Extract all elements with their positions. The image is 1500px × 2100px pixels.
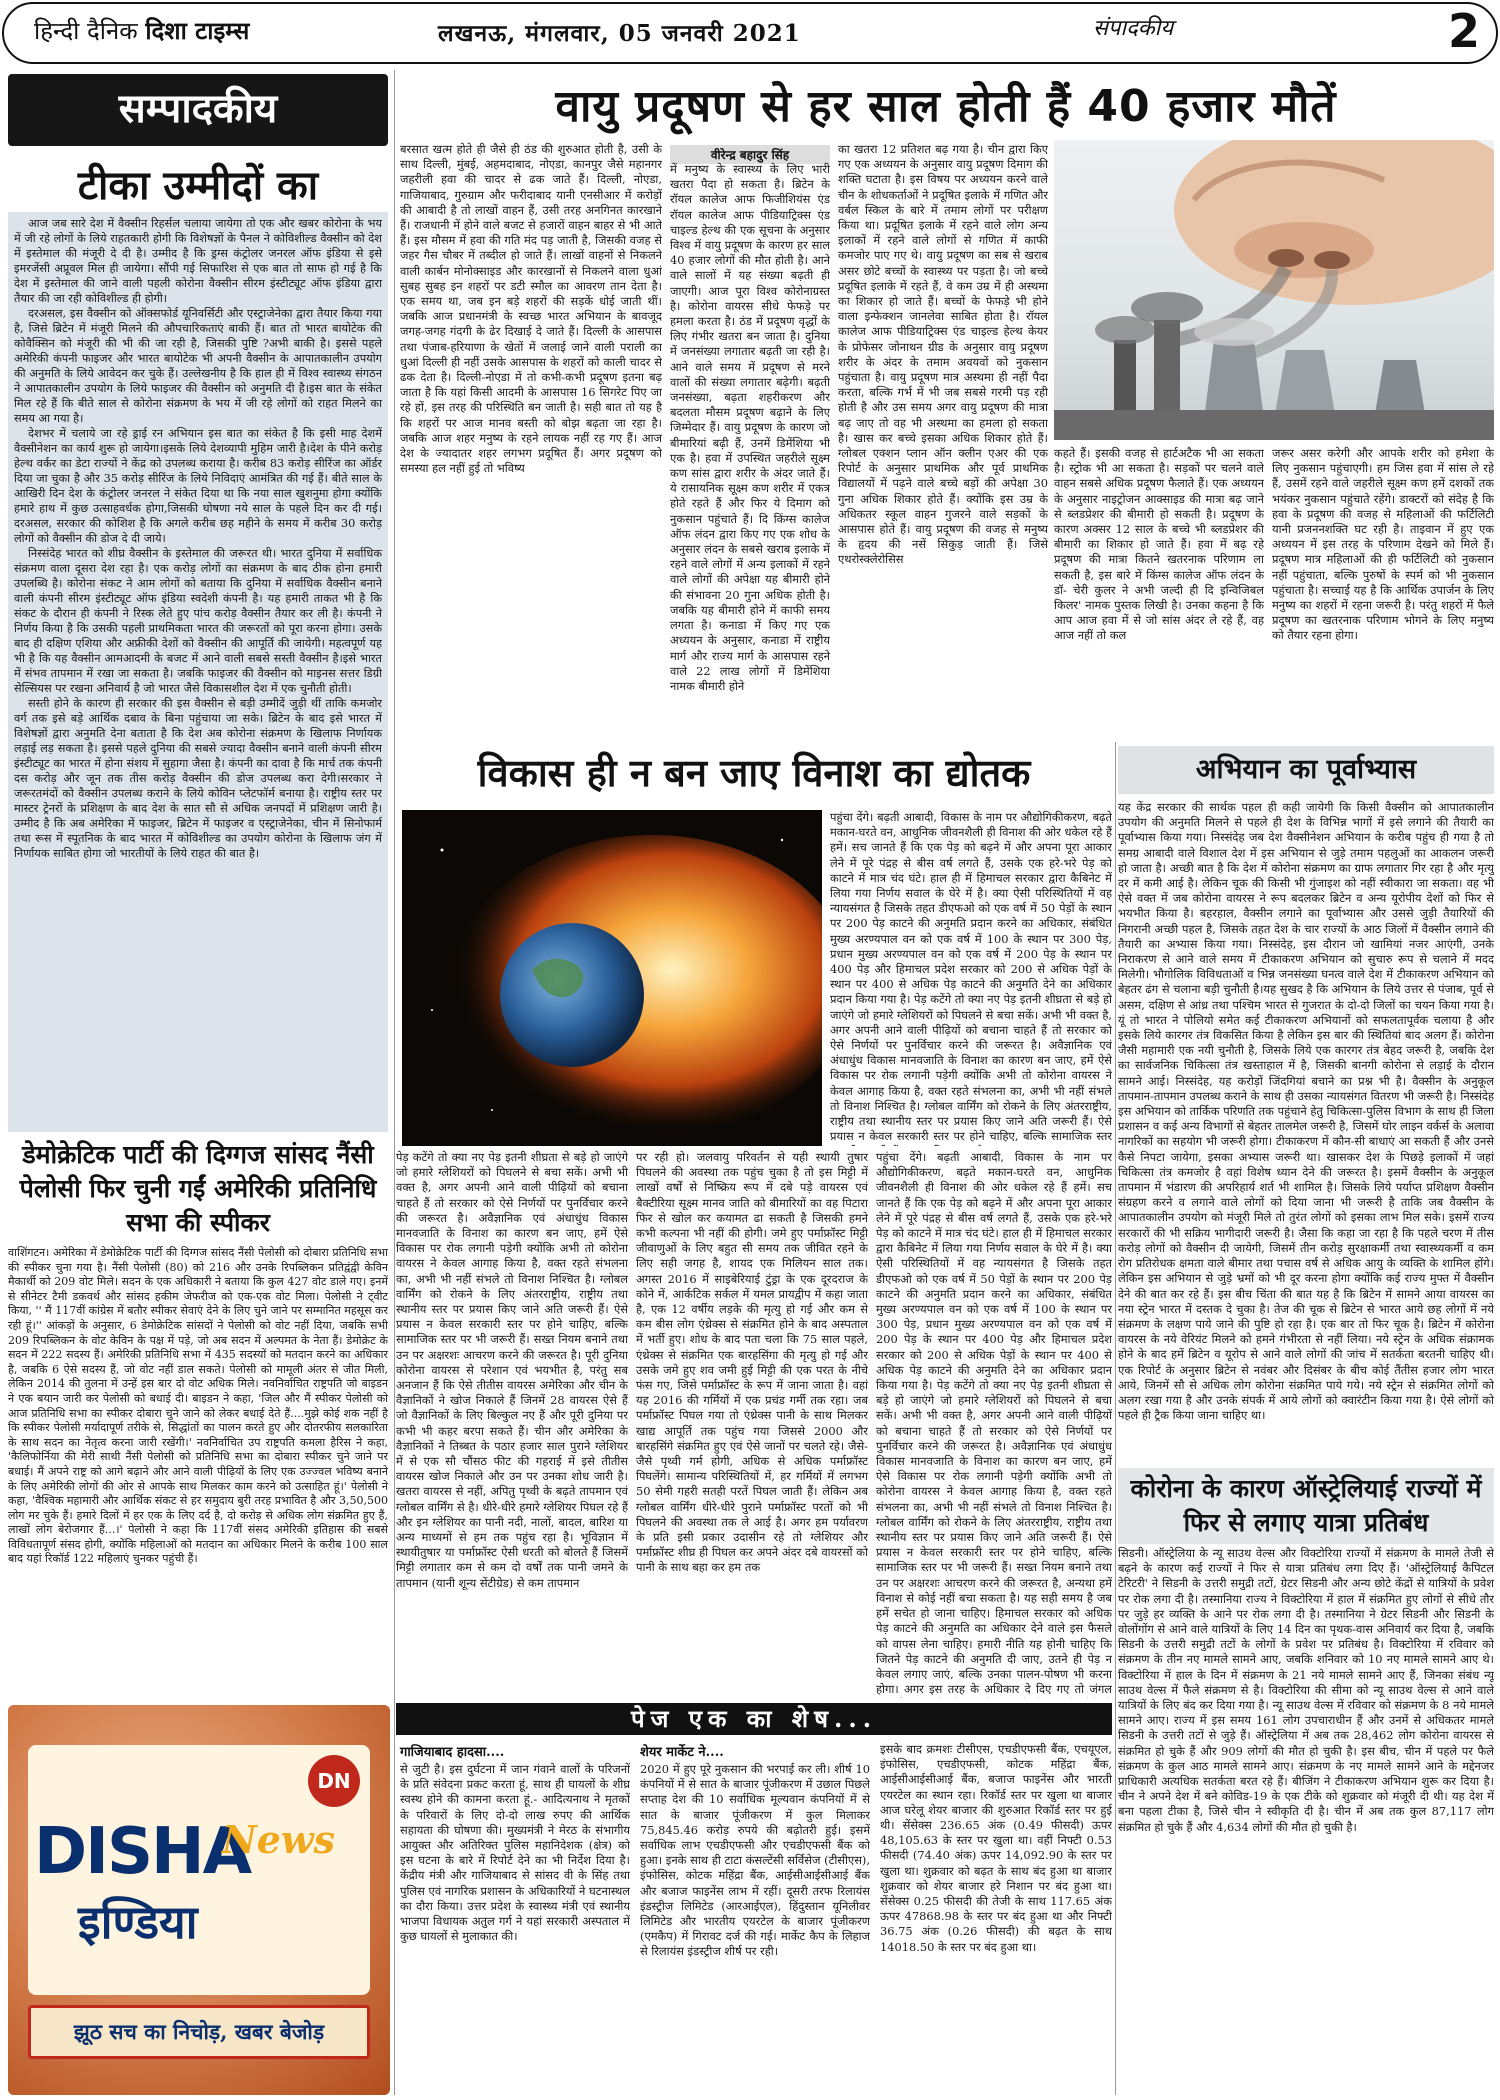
vikas-headline: विकास ही न बन जाए विनाश का द्योतक <box>477 751 1031 795</box>
editorial-paragraph: निस्संदेह भारत को शीघ्र वैक्सीन के इस्तेमाल की जरूरत थी। भारत दुनिया में सर्वाधिक संक्रमण वाला दूसरा देश रहा है। एक करोड़ लोगों का संक्रमण के बाद ठीक होना हमारी उपलब्धि है। कोरोना संकट ने आम लोगों को बताया कि दुनिया में सर्वाधिक वैक्सीन बनाने वाली कंपनी सीरम इंस्टीट्यूट ऑफ इंडिया स्वदेशी कंपनी है। यह हमारी ताकत भी है कि संकट के दौरान ही कंपनी ने रिस्क लेते हुए पांच करोड़ वैक्सीन तैयार कर ली है। कंपनी ने निर्णय किया है कि उसकी पहली प्राथमिकता भारत की जरूरतों को पूरा करना होगा। उसके बाद ही दक्षिण एशिया और अफ्रीकी देशों को वैक्सीन की आपूर्ति की जायेगी। महत्वपूर्ण यह भी है कि यह वैक्सीन आमआदमी के बजट में आने वाली सबसे सस्ती वैक्सीन है।इसे भारत में संभव तापमान में रखा जा सकता है। जबकि फाइजर की वैक्सीन को माइनस सत्तर डिग्री सेल्सियस पर रखना अनिवार्य है जो भारत जैसे विकासशील देश में एक चुनौती होती। <box>14 547 382 695</box>
pollution-col-2: में मनुष्य के स्वास्थ्य के लिए भारी खतरा पैदा हो सकता है। ब्रिटेन के रॉयल कालेज आफ फिजीशियंस एंड रॉयल कालेज आफ पीडियाट्रिक्स एंड चाइल्ड हेल्थ की एक सूचना के अनुसार विश्व में वायु प्रदूषण के कारण हर साल 40 हजार लोगों की मौत होती है। आने वाले सालों में यह संख्या बढ़ती ही जाएगी। आज पूरा विश्व कोरोनाग्रस्त है। कोरोना वायरस सीधे फेफड़े पर हमला करता है। ठंड में प्रदूषण वृद्धों के लिए गंभीर खतरा बन जाता है। दुनिया में जनसंख्या लगातार बढ़ती जा रही है। आने वाले समय में प्रदूषण से मरने वालों की संख्या लगातार बढ़ेगी। बढ़ती जनसंख्या, बढ़ता शहरीकरण और बदलता मौसम प्रदूषण बढ़ाने के लिए जिम्मेदार हैं। वायु प्रदूषण के कारण जो बीमारियां बढ़ी हैं, उनमें डिमेंशिया भी एक है। हवा में उपस्थित जहरीले सूक्ष्म कण सांस द्वारा शरीर के अंदर जाते हैं। ये रासायनिक सूक्ष्म कण शरीर में एकत्र होते रहते हैं और फिर ये दिमाग को नुकसान पहुंचाते हैं। दि किंग्स कालेज ऑफ लंदन द्वारा किए गए एक शोध के अनुसार लंदन के सबसे खराब इलाके में रहने वाले लोगों में अन्य इलाकों में रहने वाले लोगों की अपेक्षा यह बीमारी होने की संभावना 20 गुना अधिक होती है। जबकि यह बीमारी होने में काफी समय लगता है। कनाडा में किए गए एक अध्ययन के अनुसार, कनाडा में राष्ट्रीय मार्ग और राज्य मार्ग के आसपास रहने वाले 22 लाख लोगों में डिमेंशिया नामक बीमारी होने <box>670 162 830 693</box>
vikas-col-1: पेड़ कटेंगे तो क्या नए पेड़ इतनी शीघ्रता से बड़े हो जाएंगे जो हमारे ग्लेशियरों को पिघलने से बचा सकें। अभी भी वक्त है, अगर अपनी आने वाली पीढ़ियों को बचाना चाहते हैं तो सरकार को ऐसे निर्णयों पर पुनर्विचार करने की जरूरत है। अवैज्ञानिक एवं अंधाधुंध विकास मानवजाति के विनाश का कारण बन जाए, हमें ऐसे विकास पर रोक लगानी पड़ेगी क्योंकि अभी तो कोरोना वायरस ने केवल आगाह किया है, वक्त रहते संभलना का, अभी भी नहीं संभले तो विनाश निश्चित है। ग्लोबल वार्मिंग को रोकने के लिए अंतरराष्ट्रीय, राष्ट्रीय तथा स्थानीय स्तर पर प्रयास किए जाने अति जरूरी हैं। ऐसे प्रयास न केवल सरकारी स्तर पर होने चाहिए, बल्कि सामाजिक स्तर पर भी जरूरी हैं। सख्त नियम बनाने तथा उन पर अक्षरशः आचरण करने की जरूरत है। पूरी दुनिया कोरोना वायरस से परेशान एवं भयभीत है, परंतु सब अनजान हैं कि ऐसे तीतीस वायरस अमेरिका और चीन के वैज्ञानिकों ने खोज निकाले हैं जिनमें 28 वायरस ऐसे हैं जो वैज्ञानिकों के लिए बिल्कुल नए हैं और पूरी दुनिया पर कभी भी कहर बरपा सकते हैं। चीन और अमेरिका के वैज्ञानिकों ने तिब्बत के पठार हजार साल पुराने ग्लेशियर में से एक सौ चौंसठ फीट की गहराई में इसे तीतीस वायरस खोज निकाले और उन पर उनका शोध जारी है। खतरा वायरस से नहीं, अपितु पृथ्वी के बढ़ते तापमान एवं ग्लोबल वार्मिंग से है। धीरे-धीरे हमारे ग्लेशियर पिघल रहे हैं और इन ग्लेशियर का पानी नदी, नालों, बादल, बारिश या अन्य माध्यमों से हम तक पहुंच रहा है। भूविज्ञान में स्थायीतुषार या पर्माफ्रॉस्ट ऐसी धरती को बोलते हैं जिसमें मिट्टी लगातार कम से कम दो वर्षों तक पानी जमने के तापमान (यानी शून्य सेंटीग्रेड) से कम तापमान <box>396 1150 628 1590</box>
vikas-col-3-top: पहुंचा देंगे। बढ़ती आबादी, विकास के नाम पर औद्योगिकीकरण, बढ़ते मकान-घरते वन, आधुनिक जीवनशैली ही विनाश की ओर धकेल रहे हैं हमें। सच जानते हैं कि एक पेड़ को बढ़ने में और अपना पूरा आकार लेने में पूरे पंद्रह से बीस वर्ष लगते हैं, उसके एक हरे-भरे पेड़ को काटने में मात्र चंद घंटे। हाल ही में हिमाचल सरकार द्वारा कैबिनेट में लिया गया निर्णय सवाल के घेरे में है। क्या ऐसी परिस्थितियों में वह न्यायसंगत है जिसके तहत डीएफओ को एक वर्ष में 50 पेड़ों के स्थान पर 200 पेड़ काटने की अनुमति प्रदान करने का अधिकार, संबंधित मुख्य अरण्यपाल वन को एक वर्ष में 100 के स्थान पर 300 पेड़, प्रधान मुख्य अरण्यपाल वन को एक वर्ष में 200 पेड़ के स्थान पर 400 पेड़ और हिमाचल प्रदेश सरकार को 200 से अधिक पेड़ों के स्थान पर 400 से अधिक पेड़ काटने की अनुमति देने का अधिकार प्रदान किया गया है। पेड़ कटेंगे तो क्या नए पेड़ इतनी शीघ्रता से बड़े हो जाएंगे जो हमारे ग्लेशियरों को पिघलने से बचा सकें। अभी भी वक्त है, अगर अपनी आने वाली पीढ़ियों को बचाना चाहते हैं तो सरकार को ऐसे निर्णयों पर पुनर्विचार करने की जरूरत है। अवैज्ञानिक एवं अंधाधुंध विकास मानवजाति के विनाश का कारण बन जाए, हमें ऐसे विकास पर रोक लगानी पड़ेगी क्योंकि अभी तो कोरोना वायरस ने केवल आगाह किया है, वक्त रहते संभलना का, अभी भी नहीं संभले तो विनाश निश्चित है। ग्लोबल वार्मिंग को रोकने के लिए अंतरराष्ट्रीय, राष्ट्रीय तथा स्थानीय स्तर पर प्रयास किए जाने अति जरूरी हैं। ऐसे प्रयास न केवल सरकारी स्तर पर होने चाहिए, बल्कि सामाजिक स्तर <box>830 810 1112 1144</box>
pelosi-headline: डेमोक्रेटिक पार्टी की दिग्गज सांसद नैंसी पेलोसी फिर चुनी गईं अमेरिकी प्रतिनिधि सभा की स्पीकर <box>19 1140 377 1237</box>
ad-tagline: झूठ सच का निचोड़, खबर बेजोड़ <box>28 2005 370 2059</box>
vikas-col-2: पर रही हो। जलवायु परिवर्तन से यही स्थायी तुषार पिघलने की अवस्था तक पहुंच चुका है तो इस मिट्टी में लाखों वर्षों से निष्क्रिय रूप में दबे पड़े वायरस एवं बैक्टीरिया सूक्ष्म मानव जाति को बीमारियों का वह पिटारा फिर से खोल कर कयामत ढा सकती है जिसकी हमने कभी कल्पना भी नहीं की होगी। जमे हुए पर्माफ्रॉस्ट मिट्टी जीवाणुओं के लिए बहुत सी समय तक जीवित रहने के लिए सही जगह है, शायद एक मिलियन साल तक। अगस्त 2016 में साइबेरियाई टुंड्रा के एक दूरदराज के कोने में, आर्कटिक सर्कल में यमल प्रायद्वीप में कहा जाता है, एक 12 वर्षीय लड़के की मृत्यु हो गई और कम से कम बीस लोग एंथ्रेक्स से संक्रमित होने के बाद अस्पताल में भर्ती हुए। शोध के बाद पता चला कि 75 साल पहले, एंथ्रेक्स से संक्रमित एक बारहसिंगा की मृत्यु हो गई और उसके जमे हुए शव जमी हुई मिट्टी की एक परत के नीचे फंस गए, जिसे पर्माफ्रॉस्ट के रूप में जाना जाता है। वहां यह 2016 की गर्मियों में एक प्रचंड गर्मी तक रहा। जब पर्माफ्रॉस्ट पिघल गया तो एंथ्रेक्स पानी के साथ मिलकर खाद्य आपूर्ति तक पहुंच गया जिससे 2000 और बारहसिंगे संक्रमित हुए एवं ऐसे जानों पर चलते रहे। जैसे-जैसे पृथ्वी गर्म होगी, अधिक से अधिक पर्माफ्रॉस्ट पिघलेंगे। सामान्य परिस्थितियों में, हर गर्मियों में लगभग 50 सेमी गहरी सतही परतें पिघल जाती हैं। लेकिन अब ग्लोबल वार्मिंग धीरे-धीरे पुराने पर्माफ्रॉस्ट परतों को भी पिघलने की अवस्था तक ले आई है। अगर हम पर्यावरण के प्रति इसी प्रकार उदासीन रहे तो ग्लेशियर और पर्माफ्रॉस्ट शीघ्र ही पिघल कर अपने अंदर दबे वायरसों को पानी के साथ बहा कर हम तक <box>636 1150 868 1575</box>
paper-name-main: दिशा टाइम्स <box>145 16 250 45</box>
pollution-headline: वायु प्रदूषण से हर साल होती हैं 40 हजार मौतें <box>555 81 1337 132</box>
nose-factory-illustration <box>1054 140 1494 440</box>
abhiyan-body: यह केंद्र सरकार की सार्थक पहल ही कही जायेगी कि किसी वैक्सीन को आपातकालीन उपयोग की अनुमति मिलने से पहले ही देश के विभिन्न भागों में इसे लगाने की तैयारी का पूर्वाभ्यास किया गया। निस्संदेह जब देश वैक्सीनेशन अभियान के करीब पहुंच ही गया है तो समग्र आबादी वाले विशाल देश में इस अभियान से जुड़े तमाम पहलुओं का आकलन जरूरी हो जाता है। अच्छी बात है कि देश में कोरोना संक्रमण का ग्राफ लगातार गिर रहा है और मृत्यु दर में कमी आई है। लेकिन चूक की किसी भी गुंजाइश को नहीं स्वीकारा जा सकता। वह भी ऐसे वक्त में जब कोरोना वायरस ने रूप बदलकर ब्रिटेन व अन्य यूरोपीय देशों को फिर से भयभीत किया है। बहरहाल, वैक्सीन लगाने का पूर्वाभ्यास और उससे जुड़ी तैयारियों की निगरानी अच्छी पहल है, जिसके तहत देश के चार राज्यों के आठ जिलों में वैक्सीन लगाने की तैयारी का अभ्यास किया गया। निस्संदेह, इस दौरान जो खामियां नजर आएंगी, उनके निराकरण से आने वाले समय में टीकाकरण अभियान को सुचारु रूप से चलाने में मदद मिलेगी। भौगोलिक विविधताओं व भिन्न जनसंख्या घनत्व वाले देश में टीकाकरण अभियान को बेहतर ढंग से चलाना बड़ी चुनौती है।यह सुखद है कि अभियान के लिये उत्तर से पंजाब, पूर्व से असम, दक्षिण से आंध्र तथा पश्चिम भारत से गुजरात के दो-दो जिलों का चयन किया गया है। यूं तो भारत ने पोलियो समेत कई टीकाकरण अभियानों को सफलतापूर्वक चलाया है और इसके लिये कारगर तंत्र विकसित किया है लेकिन इस बार की स्थितियां बाद अलग हैं। कोरोना जैसी महामारी एक नयी चुनौती है, जिसके लिये एक कारगर तंत्र बेहद जरूरी है, जबकि देश का सार्वजनिक चिकित्सा तंत्र खस्ताहाल में है, जिसकी बानगी कोरोना से लड़ाई के दौरान सामने आई। निस्संदेह, यह करोड़ों जिंदगियां बचाने का प्रश्न भी है। वैक्सीन के अनुकूल तापमान-तापमान उपलब्ध कराने के साथ ही उसका न्यायसंगत वितरण भी जरूरी है। निस्संदेह इस अभियान को तार्किक परिणति तक पहुंचाने हेतु चिकित्सा-पुलिस विभाग के साथ ही जिला प्रशासन व कई अन्य विभागों से बेहतर तालमेल जरूरी है, जिसमें घोर लाइन वर्कर्स के अलावा नागरिकों का सहयोग भी जरूरी होगा। टीकाकरण में कौन-सी बाधाएं आ सकती हैं और उनसे कैसे निपटा जायेगा, इसका अभ्यास जरूरी था। खासकर देश के पिछड़े इलाकों में जहां चिकित्सा तंत्र कमजोर है वहां विशेष ध्यान देने की जरूरत है। इसमें वैक्सीन के अनुकूल तापमान में भंडारण की अपरिहार्य शर्त भी शामिल है। जिसके लिये पर्याप्त प्रशिक्षण वैक्सीन संग्रहण करने व लगाने वाले लोगों को दिया जाना भी जरूरी है ताकि जब वैक्सीन के आपातकालीन उपयोग को मंजूरी मिले तो तुरंत लोगों को इसका लाभ मिल सके। इसमें राज्य सरकारों की भी सक्रिय भागीदारी जरूरी है। जैसा कि कहा जा रहा है कि पहले चरण में तीस करोड़ लोगों को वैक्सीन दी जायेगी, जिसमें तीन करोड़ सुरक्षाकर्मी तथा स्वास्थ्यकर्मी व कम रोग प्रतिरोधक क्षमता वाले बीमार तथा पचास वर्ष से अधिक आयु के व्यक्ति के शामिल होंगे। लेकिन इस अभियान से जुड़े भ्रमों को भी दूर करना होगा क्योंकि कई राज्य मुफ्त में वैक्सीन देने की बात कर रहे हैं। इस बीच चिंता की बात यह है कि ब्रिटेन में सामने आया वायरस का नया स्ट्रेन भारत में दस्तक दे चुका है। तेज की चूक से ब्रिटेन से भारत आये छह लोगों में नये संक्रमण के लक्षण पाये जाने की पुष्टि हो रहा है। एक बार तो फिर चूक है। ब्रिटेन में कोरोना वायरस के नये वेरियंट मिलने को हमने गंभीरता से नहीं लिया। नये स्ट्रेन के अधिक संक्रामक होने के बाद हमें ब्रिटेन व यूरोप से आने वाले लोगों की जांच में सतर्कता बरतनी चाहिए थी।एक रिपोर्ट के अनुसार ब्रिटेन से नवंबर और दिसंबर के बीच कोई तैंतीस हजार लोग भारत आये, जिनमें सौ से अधिक लोग कोरोना संक्रमित पाये गये। नये स्ट्रेन से संक्रमित लोगों को अलग रखा गया है और उनके संपर्क में आये लोगों को क्वारंटीन किया गया है। ऐसे लोगों को पहले ही ट्रैक किया जाना चाहिए था। <box>1118 800 1494 1423</box>
share-market-heading: शेयर मार्केट ने.... <box>640 1745 724 1760</box>
share-market-body-cont: इसके बाद क्रमशः टीसीएस, एचडीएफसी बैंक, एचयूएल, इंफोसिस, एचडीएफसी, कोटक महिंद्रा बैंक, आईसीआईसीआई बैंक, बजाज फाइनेंस और भारती एयरटेल का स्थान रहा। रिकॉर्ड स्तर पर खुला था बाजार आज घरेलू शेयर बाजार की शुरुआत रिकॉर्ड स्तर पर हुई थी। सेंसेक्स 236.65 अंक (0.49 फीसदी) ऊपर 48,105.63 के स्तर पर खुला था। वहीं निफ्टी 0.53 फीसदी (74.40 अंक) ऊपर 14,092.90 के स्तर पर खुला था। शुक्रवार को बढ़त के साथ बंद हुआ था बाजार शुक्रवार को शेयर बाजार हरे निशान पर बंद हुआ था। सेंसेक्स 0.25 फीसदी की तेजी के साथ 117.65 अंक ऊपर 47868.98 के स्तर पर बंद हुआ था और निफ्टी 36.75 अंक (0.26 फीसदी) की बढ़त के साथ 14018.50 के स्तर पर बंद हुआ था। <box>880 1742 1112 1954</box>
pollution-col-3: का खतरा 12 प्रतिशत बढ़ गया है। चीन द्वारा किए गए एक अध्ययन के अनुसार वायु प्रदूषण दिमाग की शक्ति घटाता है। इस विषय पर अध्ययन करने वाले चीन के शोधकर्ताओं ने प्रदूषित इलाके में गणित और वर्बल स्किल के बारे में तमाम लोगों पर परीक्षण किया था। प्रदूषित इलाके में रहने वाले लोग अन्य इलाकों में रहने वाले लोगों से गणित में काफी कमजोर पाए गए थे। वायु प्रदूषण का सब से खराब असर छोटे बच्चों के स्वास्थ्य पर पड़ता है। जो बच्चे प्रदूषित इलाके में रहते हैं, वे कम उम्र में ही अस्थमा का शिकार हो जाते हैं। बच्चों के फेफड़े भी होने वाला इन्फेक्शन जानलेवा साबित होता है। रॉयल कालेज आफ पीडियाट्रिक्स एंड चाइल्ड हेल्थ केयर के प्रोफेसर जोनाथन ग्रीड के अनुसार वायु प्रदूषण शरीर के अंदर के तमाम अवयवों को नुकसान पहुंचाता है। वायु प्रदूषण मात्र अस्थमा ही नहीं पैदा करता, बल्कि गर्भ में भी जब सबसे गरमी पड़ रही होती है और उस समय अगर वायु प्रदूषण की मात्रा बढ़ जाए तो वह भी अस्थमा का हमला हो सकता है। खास कर बच्चे इसका अधिक शिकार होते हैं। ग्लोबल एक्शन प्लान ऑन क्लीन एअर की एक रिपोर्ट के अनुसार प्राथमिक और पूर्व प्राथमिक विद्यालयों में पढ़ने वाले बच्चे बड़ों की अपेक्षा 30 गुना अधिक शिकार होते हैं। क्योंकि इस उम्र के अधिकतर स्कूल वाहन गुजरने वाले सड़कों के आसपास होते हैं। वायु प्रदूषण की वजह से मनुष्य के हृदय की नसें सिकुड़ जाती हैं। जिसे एथरोस्क्लेरोसिस <box>838 142 1048 567</box>
vikas-image <box>402 810 822 1146</box>
page-one-rest-strip: पेज एक का शेष... <box>396 1703 1112 1735</box>
pollution-col-5: जरूर असर करेगी और आपके शरीर को हमेशा के लिए नुकसान पहुंचाएगी। हम जिस हवा में सांस ले रहे हैं, उसमें रहने वाले जहरीले सूक्ष्म कण हमें दशकों तक भयंकर नुकसान पहुंचाते रहेंगे। डाक्टरों को संदेह है कि हवा के प्रदूषण की वजह से महिलाओं की फर्टिलिटी यानी प्रजननशक्ति घट रही है। ताइवान में हुए एक अध्ययन में इस तरह के परिणाम देखने को मिले हैं। प्रदूषण मात्र महिलाओं की ही फर्टिलिटी को नुकसान नहीं पहुंचाता, बल्कि पुरुषों के स्पर्म को भी नुकसान पहुंचाता है। सच्चाई यह है कि आर्थिक उपार्जन के लिए मनुष्य का शहरों में रहना जरूरी है। परंतु शहरों में फैले प्रदूषण का खतरनाक परिणाम भोगने के लिए मनुष्य को तैयार रहना होगा। <box>1272 446 1494 643</box>
editorial-paragraph: आज जब सारे देश में वैक्सीन रिहर्सल चलाया जायेगा तो एक और खबर कोरोना के भय में जी रहे लोगों के लिये राहतकारी होगी कि विशेषज्ञों के पैनल ने कोविशील्ड वैक्सीन को देश में इस्तेमाल की मंजूरी दे दी है। उम्मीद है कि ड्रग्स कंट्रोलर जनरल ऑफ इंडिया से इसे इमरजेंसी अप्रूवल मिल ही जायेगा। सौंपी गई सिफारिश से एक बात तो साफ हो गई है कि देश में इस्तेमाल की जाने वाली पहली कोरोना वैक्सीन सीरम इंस्टीट्यूट ऑफ इंडिया द्वारा तैयार की जा रही कोविशील्ड ही होगी। <box>14 217 382 305</box>
disha-news-ad <box>8 1705 390 2095</box>
pollution-col-4: कहते हैं। इसकी वजह से हार्टअटैक भी आ सकता है। स्ट्रोक भी आ सकता है। सड़कों पर चलने वाले वाहन सबसे अधिक प्रदूषण फैलाते हैं। एक अध्ययन के अनुसार नाइट्रोजन आक्साइड की मात्रा बढ़ जाने से ब्लडप्रेशर की बीमारी हो सकती है। प्रदूषण के कारण अक्सर 12 साल के बच्चे भी ब्लडप्रेशर की बीमारी का शिकार हो जाते हैं। हवा में बढ़ रहे प्रदूषण की मात्रा कितने खतरनाक परिणाम ला सकती है, इस बारे में किंग्स कालेज ऑफ लंदन के डॉ- चेरी कुलर ने अभी जल्दी ही दि इन्विजिबल किलर' नामक पुस्तक लिखी है। उनका कहना है कि आप आज हवा में से जो सांस अंदर ले रहे हैं, वह आज नहीं तो कल <box>1054 446 1264 643</box>
ad-sub: इण्डिया <box>78 1895 198 1949</box>
ad-brand: DISHA <box>34 1815 251 1889</box>
editorial-body <box>8 212 388 1132</box>
share-market-body: 2020 में हुए पूरे नुकसान की भरपाई कर ली। शीर्ष 10 कंपनियों में से सात के बाजार पूंजीकरण में उछाल पिछले सप्ताह देश की 10 सर्वाधिक मूल्यवान कंपनियों में से सात के बाजार पूंजीकरण में कुल मिलाकर 75,845.46 करोड़ रुपये की बढ़ोतरी हुई। इसमें सर्वाधिक लाभ एचडीएफसी और एचडीएफसी बैंक को हुआ। इनके साथ ही टाटा कंसल्टेंसी सर्विसेज (टीसीएस), इंफोसिस, कोटक महिंद्रा बैंक, आईसीआईसीआई बैंक और बजाज फाइनेंस लाभ में रहीं। दूसरी तरफ रिलायंस इंडस्ट्रीज लिमिटेड (आरआईएल), हिंदुस्तान यूनिलीवर लिमिटेड और भारतीय एयरटेल के बाजार पूंजीकरण (एमकैप) में गिरावट दर्ज की गई। मार्केट कैप के लिहाज से रिलायंस इंडस्ट्रीज शीर्ष पर रही। <box>640 1762 870 1959</box>
paper-name <box>34 14 249 47</box>
vikas-col-3-bottom: पहुंचा देंगे। बढ़ती आबादी, विकास के नाम पर औद्योगिकीकरण, बढ़ते मकान-घरते वन, आधुनिक जीवनशैली ही विनाश की ओर धकेल रहे हैं हमें। सच जानते हैं कि एक पेड़ को बढ़ने में और अपना पूरा आकार लेने में पूरे पंद्रह से बीस वर्ष लगते हैं, उसके एक हरे-भरे पेड़ को काटने में मात्र चंद घंटे। हाल ही में हिमाचल सरकार द्वारा कैबिनेट में लिया गया निर्णय सवाल के घेरे में है। क्या ऐसी परिस्थितियों में वह न्यायसंगत है जिसके तहत डीएफओ को एक वर्ष में 50 पेड़ों के स्थान पर 200 पेड़ काटने की अनुमति प्रदान करने का अधिकार, संबंधित मुख्य अरण्यपाल वन को एक वर्ष में 100 के स्थान पर 300 पेड़, प्रधान मुख्य अरण्यपाल वन को एक वर्ष में 200 पेड़ के स्थान पर 400 पेड़ और हिमाचल प्रदेश सरकार को 200 से अधिक पेड़ों के स्थान पर 400 से अधिक पेड़ काटने की अनुमति देने का अधिकार प्रदान किया गया है। पेड़ कटेंगे तो क्या नए पेड़ इतनी शीघ्रता से बड़े हो जाएंगे जो हमारे ग्लेशियरों को पिघलने से बचा सकें। अभी भी वक्त है, अगर अपनी आने वाली पीढ़ियों को बचाना चाहते हैं तो सरकार को ऐसे निर्णयों पर पुनर्विचार करने की जरूरत है। अवैज्ञानिक एवं अंधाधुंध विकास मानवजाति के विनाश का कारण बन जाए, हमें ऐसे विकास पर रोक लगानी पड़ेगी क्योंकि अभी तो कोरोना वायरस ने केवल आगाह किया है, वक्त रहते संभलना का, अभी भी नहीं संभले तो विनाश निश्चित है। ग्लोबल वार्मिंग को रोकने के लिए अंतरराष्ट्रीय, राष्ट्रीय तथा स्थानीय स्तर पर प्रयास किए जाने अति जरूरी हैं। ऐसे प्रयास न केवल सरकारी स्तर पर होने चाहिए, बल्कि सामाजिक स्तर पर भी जरूरी हैं। सख्त नियम बनाने तथा उन पर अक्षरशः आचरण करने की जरूरत है, अन्यथा हमें विनाश से कोई नहीं बचा सकता है। यह सही समय है जब हमें सचेत हो जाना चाहिए। हिमाचल सरकार को अधिक पेड़ काटने की अनुमति का अधिकार देने वाले इस फैसले को वापस लेना चाहिए। हमारी नीति यह होनी चाहिए कि जितने पेड़ काटने की अनुमति दी जाए, उतने ही पेड़ न केवल लगाए जाएं, बल्कि उनका पालन-पोषण भी करना होगा। अगर इस तरह के अधिकार दे दिए गए तो जंगल <box>876 1150 1112 1697</box>
dn-badge: DN <box>308 1755 360 1807</box>
column-rule <box>1115 742 1116 2095</box>
page-number: 2 <box>1448 4 1481 58</box>
ghaziabad-heading: गाजियाबाद हादसा.... <box>400 1745 505 1760</box>
ghaziabad-body: से जुटी है। इस दुर्घटना में जान गंवाने वालों के परिजनों के प्रति संवेदना प्रकट करता हूं, साथ ही घायलों के शीघ्र स्वस्थ होने की कामना करता हूं.- आदित्यनाथ ने मृतकों के परिवारों के लिए दो-दो लाख रुपए की आर्थिक सहायता की घोषणा की। मुख्यमंत्री ने मेरठ के संभागीय आयुक्त और अतिरिक्त पुलिस महानिदेशक (क्षेत्र) को इस घटना के बारे में रिपोर्ट देने का भी निर्देश दिया है। केंद्रीय मंत्री और गाजियाबाद से सांसद वी के सिंह तथा पुलिस एवं नागरिक प्रशासन के अधिकारियों ने घटनास्थल का दौरा किया। उत्तर प्रदेश के स्वास्थ्य मंत्री एवं स्थानीय भाजपा विधायक अतुल गर्ग ने यहां सरकारी अस्पताल में कुछ घायलों से मुलाकात की। <box>400 1762 630 1944</box>
pelosi-body: वाशिंगटन। अमेरिका में डेमोक्रेटिक पार्टी की दिग्गज सांसद नैंसी पेलोसी को दोबारा प्रतिनिधि सभा की स्पीकर चुना गया है। नैंसी पेलोसी (80) को 216 और उनके रिपब्लिकन प्रतिद्वंद्वी केविन मैकार्थी को 209 वोट मिले। सदन के एक अधिकारी ने बताया कि कुल 427 वोट डाले गए। इनमें से सीनेटर टैमी डकवर्थ और सांसद हकीम जेफरीज को एक-एक वोट मिला। पेलोसी ने ट्वीट किया, '' मैं 117वीं कांग्रेस में बतौर स्पीकर सेवाएं देने के लिए चुने जाने पर सम्मानित महसूस कर रही हूं।'' आंकड़ों के अनुसार, 6 डेमोक्रेटिक सांसदों ने पेलोसी को वोट नहीं दिया, जबकि सभी 209 रिपब्लिकन के वोट केविन के पक्ष में पड़े, जो अब सदन में अल्पमत के नेता हैं। डेमोक्रेट के सदन में 222 सदस्य हैं। अमेरिकी प्रतिनिधि सभा में 435 सदस्यों को मतदान करने का अधिकार है, जबकि 6 ऐसे सदस्य हैं, जो वोट नहीं डाल सकते। पेलोसी को मामूली अंतर से जीत मिली, लेकिन 2014 की तुलना में उन्हें इस बार दो वोट अधिक मिले। नवनिर्वाचित राष्ट्रपति जो बाइडन ने एक बयान जारी कर पेलोसी को बधाई दी। बाइडन ने कहा, 'जिल और मैं स्पीकर पेलोसी को आज प्रतिनिधि सभा का स्पीकर दोबारा चुने जाने को लेकर बधाई देते हैं....मुझे कोई शक नहीं है कि स्पीकर पेलोसी मर्यादापूर्ण तरीके से, सिद्धांतों का पालन करते हुए और दोतरफीय सलकारिता के साथ सदन का नेतृत्व करना जारी रखेंगी।' नवनिर्वाचित उप राष्ट्रपति कमला हैरिस ने कहा, 'कैलिफोर्निया की मेरी साथी नैंसी पेलोसी को प्रतिनिधि सभा का दोबारा स्पीकर चुने जाने पर बधाई। मैं अपने राष्ट्र को आगे बढ़ाने और आने वाली पीढ़ियों के लिए एक उज्ज्वल भविष्य बनाने के लिए अमेरिकी लोगों की ओर से आपके साथ मिलकर काम करने को उत्साहित हूं।' पेलोसी ने कहा, 'वैश्विक महामारी और आर्थिक संकट से हर समुदाय बुरी तरह प्रभावित है और 3,50,500 लोग मर चुके हैं। हमारे दिलों में हर एक के लिए दर्द है, दो करोड़ से अधिक लोग संक्रमित हुए हैं, लाखों लोग बेरोजगार हैं...।' पेलोसी ने कहा कि 117वीं संसद अमेरिकी इतिहास की सबसे विविधतापूर्ण संसद होगी, क्योंकि महिलाओं को मतदान का अधिकार मिलने के करीब 100 साल बाद यहां रिकॉर्ड 122 महिलाएं चुनकर पहुंची हैं। <box>8 1246 388 1566</box>
editorial-label: सम्पादकीय <box>8 74 388 146</box>
editorial-paragraph: देशभर में चलाये जा रहे ड्राई रन अभियान इस बात का संकेत है कि इसी माह देशमें वैक्सीनेशन का कार्य शुरू हो जायेगा।इसके लिये देशव्यापी मुहिम जारी है।देश के पीने करोड़ हेल्थ वर्कर का डेटा राज्यों ने केंद्र को उपलब्ध कराया है। करीब 83 करोड़ सीरिंज का ऑर्डर दिया जा चुका है और 35 करोड़ सीरिंज के लिये निविदाएं आमंत्रित की गई हैं। बीते साल के आखिरी दिन देश के कंट्रोलर जनरल ने संकेत दिया था कि नया साल खुशनुमा होगा क्योंकि हमारे हाथ में कुछ उत्साहवर्धक होगा,जिसकी घोषणा नये साल के पहले दिन कर दी गई। दरअसल, सरकार की कोशिश है कि अगले करीब छह महीने के समय में करीब 30 करोड़ लोगों को वैक्सीन की डोज दे दी जाये। <box>14 427 382 545</box>
ad-brand-accent: News <box>222 1817 336 1862</box>
editorial-paragraph: सस्ती होने के कारण ही सरकार की इस वैक्सीन से बड़ी उम्मीदें जुड़ी थीं ताकि कमजोर वर्ग तक इसे बड़े आर्थिक दबाव के बिना पहुंचाया जा सके। ब्रिटेन के बाद इसे भारत में विशेषज्ञों द्वारा अनुमति देना बताता है कि देश अब कोरोना संक्रमण के खिलाफ निर्णायक लड़ाई लड़ सकता है। इससे पहले दुनिया की सबसे ज्यादा वैक्सीन बनाने वाली कंपनी सीरम इंस्टीट्यूट का भारत में होना संशय में सुहागा जैसा है। कंपनी का दावा है कि मार्च तक कंपनी दस करोड़ और जून तक तीस करोड़ वैक्सीन की डोज उपलब्ध करा देगी।सरकार ने जरूरतमंदों को वैक्सीन उपलब्ध कराने के लिये कोविन प्लेटफॉर्म बनाया है। राष्ट्रीय स्तर पर मास्टर ट्रेनरों के प्रशिक्षण के बाद देश के सात सौ से अधिक जनपदों में प्रशिक्षण जारी है। उम्मीद है कि अब अमेरिका में फाइजर, ब्रिटेन में फाइजर व एस्ट्राजेनेका, चीन में सिनोफार्म तथा रूस में स्पूतनिक के बाद भारत में कोविशील्ड का उपयोग कोरोना के खिलाफ जंग में निर्णायक साबित होगा जो भारतीयों के लिये राहत की बात है। <box>14 697 382 860</box>
editorial-paragraph: दरअसल, इस वैक्सीन को ऑक्सफोर्ड यूनिवर्सिटी और एस्ट्राजेनेका द्वारा तैयार किया गया है, जिसे ब्रिटेन में मंजूरी मिलने की औपचारिकताएं बाकी हैं। बात तो भारत बायोटेक की कोवैक्सिन को मंजूरी की भी की जा रही है, जिसकी पुष्टि ?अभी बाकी है। इससे पहले अमेरिकी कंपनी फाइजर और भारत बायोटेक भी अपनी वैक्सीन के आपातकालीन उपयोग की अनुमति के लिये आवेदन कर चुके हैं। उल्लेखनीय है कि हाल ही में विश्व स्वास्थ्य संगठन ने आपातकालीन उपयोग के लिये फाइजर की वैक्सीन को अनुमति दी है।इस बात के संकेत मिल रहे हैं कि बीते साल से कोरोना संक्रमण के भय में जी रहे लोगों को राहत मिलने का समय आ गया है। <box>14 307 382 425</box>
section-label: संपादकीय <box>1093 16 1174 41</box>
dateline: लखनऊ, मंगलवार, 05 जनवरी 2021 <box>438 20 801 47</box>
earth-explosion-illustration <box>402 810 822 1146</box>
australia-body: सिडनी। ऑस्ट्रेलिया के न्यू साउथ वेल्स और विक्टोरिया राज्यों में संक्रमण के मामले तेजी से बढ़ने के कारण कई राज्यों ने फिर से यात्रा प्रतिबंध लगा दिए हैं। 'ऑस्ट्रेलियाई कैपिटल टेरिटरी' ने सिडनी के उत्तरी समुद्री तटों, ग्रेटर सिडनी और अन्य छोटे केंद्रों से यात्रियों के प्रवेश पर रोक लगा दी है। तस्मानिया राज्य ने विक्टोरिया में हाल में संक्रमित हुए लोगों से सीधे तौर पर जुड़े हर व्यक्ति के आने पर रोक लगा दी है। तस्मानिया ने ग्रेटर सिडनी और सिडनी के वोलोंगोंग से आने वाले यात्रियों के लिए 14 दिन का पृथक-वास अनिवार्य कर दिया है, जबकि सिडनी के उत्तरी समुद्री तटों के लोगों के प्रवेश पर प्रतिबंध है। विक्टोरिया में रविवार को संक्रमण के तीन नए मामले सामने आए, जबकि शनिवार को 10 नए मामले सामने आए थे। विक्टोरिया में हाल के दिन में संक्रमण के 21 नये मामले सामने आए हैं, जिनका संबंध न्यू साउथ वेल्स में फैले संक्रमण से है। विक्टोरिया की सीमा को न्यू साउथ वेल्स से आने वाले यात्रियों के लिए बंद कर दिया गया है। न्यू साउथ वेल्स में रविवार को संक्रमण के 8 नये मामले सामने आए। राज्य में इस समय 161 लोग उपचाराधीन हैं और उनमें से अधिकतर मामले सिडनी के उत्तरी तटों से जुड़े हैं। ऑस्ट्रेलिया में अब तक 28,462 लोग कोरोना वायरस से संक्रमित हो चुके हैं और 909 लोगों की मौत हो चुकी है। इस बीच, चीन में पहले पर फैले संक्रमण के कुल आठ मामले सामने आए। संक्रमण के नए मामले सामने आने के मद्देनजर प्राधिकारी अत्यधिक सतर्कता बरत रहे हैं। बीजिंग ने टीकाकरण अभियान शुरू कर दिया है। चीन ने अपने देश में बने कोविड-19 के एक टीके को शुक्रवार को मंजूरी दी थी। यह देश में बना पहला टीका है, जिसे चीन ने स्वीकृति दी है। चीन में अब तक कुल 87,117 लोग संक्रमित हो चुके हैं और 4,634 लोगों की मौत हो चुकी है। <box>1118 1546 1494 1834</box>
abhiyan-headline: अभियान का पूर्वाभ्यास <box>1118 746 1494 794</box>
australia-headline: कोरोना के कारण ऑस्ट्रेलियाई राज्यों में फिर से लगाए यात्रा प्रतिबंध <box>1118 1468 1494 1544</box>
pollution-image <box>1054 140 1494 440</box>
editorial-title: टीका उम्मीदों का <box>77 163 319 209</box>
byline: वीरेन्द्र बहादुर सिंह <box>670 145 830 164</box>
paper-name-prefix: हिन्दी दैनिक <box>34 17 138 45</box>
pollution-col-1: बरसात खत्म होते ही जैसे ही ठंड की शुरुआत होती है, उसी के साथ दिल्ली, मुंबई, अहमदाबाद, नोएडा, कानपुर जैसे महानगर जहरीली हवा की चादर से ढक जाते हैं। दिल्ली, नोएडा, गाजियाबाद, गुरुग्राम और फरीदाबाद यानी एनसीआर में करोड़ों की आबादी है तो लाखों वाहन हैं, उसी तरह अनगिनत कारखाने हैं। राजधानी में होने वाले बजट से हजारों वाहन बाहर से भी आते हैं। इस मौसम में हवा की गति मंद पड़ जाती है, जिसकी वजह से जहर गैस चौबर में तब्दील हो जाते हैं। लाखों वाहनों से निकलने वाली कार्बन मोनोक्साइड और कारखानों से निकलने वाला धुआं सुबह सुबह इन शहरों पर डटी स्मौल का आवरण तान देता है। एक समय था, जब इन बड़े शहरों की सड़कें धोई जाती थीं। जबकि आज प्रधानमंत्री के स्वच्छ भारत अभियान के बावजूद जगह-जगह गंदगी के ढेर दिखाई दे जाते हैं। दिल्ली के आसपास तथा पंजाब-हरियाणा के खेतों में जलाई जाने वाली पराली का धुआं दिल्ली ही नहीं उसके आसपास के शहरों को काली चादर से ढक देता है। दिल्ली-नोएडा में तो कभी-कभी प्रदूषण इतना बढ़ जाता है कि यहां किसी आदमी के आसपास 16 सिगरेट पिए जा रहे हों, इस तरह की परिस्थिति बन जाती है। सही बात तो यह है कि शहरों पर आज मानव बस्ती को बोझ बढ़ता जा रहा है। जबकि आज शहर मनुष्य के रहने लायक नहीं रह गए हैं। आज देश के ज्यादातर शहर लगभग प्रदूषित हैं। अगर प्रदूषण को समस्या हल नहीं हुई तो भविष्य <box>400 142 662 476</box>
column-rule <box>394 70 395 2095</box>
